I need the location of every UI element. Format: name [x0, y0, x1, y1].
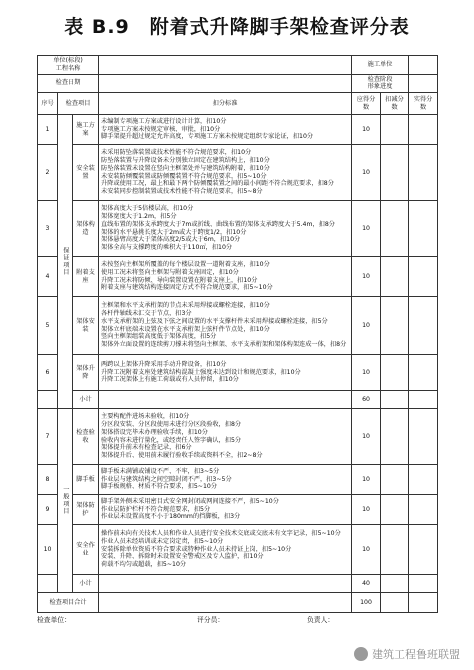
row-due-score: 10	[352, 525, 381, 575]
standard-line: 架体宽度大于1.2m，扣5分	[101, 213, 177, 220]
standard-line: 操作前未向有关技术人员和作业人员进行安全技术交底或交底未有文字记录，扣5~10分	[101, 530, 341, 538]
standard-line: 两跨以上架体升降采用手动升降设备，扣10分	[101, 360, 227, 368]
subtotal-no	[38, 391, 58, 409]
standard-line: 安装拆除单位资质不符合要求或特种作业人员未持证上岗，扣5~10分	[101, 545, 292, 553]
standard-line: 未编制专项施工方案或进行设计计算，扣10分	[101, 117, 227, 125]
row-item: 安全作业	[73, 525, 99, 575]
subtotal-standard	[99, 575, 352, 593]
row-standard	[99, 201, 352, 257]
total-standard	[99, 593, 352, 613]
row-actual-score	[409, 525, 438, 575]
row-item: 脚手板	[73, 465, 99, 495]
standard-line: 作业层与建筑结构之间空隙封闭不严，扣3~5分	[101, 475, 232, 483]
check-date-value	[99, 74, 352, 93]
standard-line: 架体提升后、使用前未履行验收手续或资料不全，扣2~8分	[101, 452, 263, 459]
standard-line: 荷载不均匀或超载，扣5~10分	[101, 561, 187, 569]
row-actual-score	[409, 495, 438, 525]
subtotal-actual	[409, 391, 438, 409]
col-deduct: 扣减分数	[381, 93, 409, 115]
subtotal-label: 小计	[73, 391, 99, 409]
row-item: 架体构造	[73, 201, 99, 257]
total-score: 100	[352, 593, 381, 613]
standard-line: 架体提升前未有检查记录，扣6分	[101, 444, 192, 452]
subtotal-deduct	[381, 575, 409, 593]
standard-line: 防坠落装置与升降设备未分别独立固定在建筑结构上，扣10分	[101, 157, 270, 164]
row-deduct-score	[381, 145, 409, 201]
row-no: 7	[38, 409, 58, 465]
row-due-score: 10	[352, 495, 381, 525]
row-due-score: 10	[352, 355, 381, 391]
standard-line: 直线布置的架体支承跨度大于7m或折线、曲线布置的架体支承跨度大于5.4m，扣8分	[101, 220, 335, 228]
group-guarantee: 保证项目	[58, 115, 73, 409]
row-standard	[99, 297, 352, 355]
row-item: 架体安装	[73, 297, 99, 355]
standard-line: 各杆件轴线未汇交于节点，扣3分	[101, 310, 192, 317]
row-no: 2	[38, 145, 58, 201]
responsible-label: 负责人：	[307, 616, 335, 624]
standard-line: 升降或使用工况，最上和最下两个防倾覆装置之间的最小间距不符合规范要求，扣8分	[101, 180, 334, 188]
standard-line: 架体立杆底端未设置在水平支承桁架上弦杆件节点处，扣10分	[101, 325, 270, 333]
col-item: 检查项目	[58, 93, 99, 115]
standard-line: 脚手架外侧未采用密目式安全网封闭或网间连接不严，扣5~10分	[101, 497, 279, 505]
row-deduct-score	[381, 525, 409, 575]
table-row	[38, 495, 438, 525]
row-due-score: 10	[352, 115, 381, 145]
row-no: 8	[38, 465, 58, 495]
row-deduct-score	[381, 465, 409, 495]
row-standard	[99, 409, 352, 465]
check-site-value	[409, 74, 438, 93]
col-seq: 序号	[38, 93, 58, 115]
standard-line: 主要构配件进场未验收，扣10分	[101, 413, 190, 421]
standard-line: 使用工况未将竖向主框架与附着支座固定，扣10分	[101, 268, 239, 276]
total-actual	[409, 593, 438, 613]
table-row	[38, 465, 438, 495]
row-deduct-score	[381, 409, 409, 465]
subtotal-row	[38, 575, 438, 593]
check-unit-label: 检查单位：	[37, 616, 71, 624]
project-name-label-text: 单位(标段) 工程名称	[53, 57, 83, 72]
standard-line: 升降工况架体上有施工荷载或有人员停留，扣10分	[101, 376, 239, 384]
subtotal-score: 60	[352, 391, 381, 409]
check-site-label	[352, 74, 409, 93]
row-standard	[99, 115, 352, 145]
score-sheet	[37, 55, 438, 613]
standard-line: 作业层防护栏杆不符合规范要求，扣5分	[101, 505, 211, 513]
col-due: 应得分数	[352, 93, 381, 115]
row-item: 施工方案	[73, 115, 99, 145]
row-deduct-score	[381, 201, 409, 257]
row-due-score: 10	[352, 201, 381, 257]
col-actual: 实得分数	[409, 93, 438, 115]
total-row	[38, 593, 438, 613]
standard-line: 安装、升降、拆除时未设置安全警戒区及专人监护，扣10分	[101, 553, 264, 561]
row-no: 4	[38, 257, 58, 297]
row-standard	[99, 465, 352, 495]
table-row	[38, 201, 438, 257]
table-row	[38, 115, 438, 145]
standard-line: 未安装同步控制装置或技术性能不符合规范要求，扣5~8分	[101, 188, 263, 195]
row-deduct-score	[381, 257, 409, 297]
standard-line: 架体悬臂高度大于架体高度2/5或大于6m，扣10分	[101, 236, 241, 244]
standard-line: 升降工况未将防倾、导向装置设置在附着支座上，扣10分	[101, 276, 258, 284]
subtotal-actual	[409, 575, 438, 593]
standard-line: 架体搭设完毕未办理验收手续，扣10分	[101, 428, 208, 436]
standard-line: 验收内容未进行量化，或经责任人签字确认，扣5分	[101, 436, 242, 444]
row-item: 架体防护	[73, 495, 99, 525]
standard-line: 水平支承桁架的上弦及下弦之间设置的水平支撑杆件未采用焊接或螺栓连接，扣5分	[101, 317, 328, 325]
table-row	[38, 409, 438, 465]
watermark-text: 建筑工程鲁班联盟	[372, 648, 460, 661]
subtotal-label: 小计	[73, 575, 99, 593]
row-standard	[99, 145, 352, 201]
row-no: 1	[38, 115, 58, 145]
row-standard	[99, 525, 352, 575]
row-actual-score	[409, 465, 438, 495]
table-row	[38, 145, 438, 201]
standard-line: 脚手架提升超过规定允许高度，专项施工方案未按规定组织专家论证，扣10分	[101, 133, 314, 141]
table-row	[38, 525, 438, 575]
row-actual-score	[409, 257, 438, 297]
standard-line: 脚手板未满铺或铺设不严、不牢，扣3~5分	[101, 467, 220, 475]
row-actual-score	[409, 201, 438, 257]
standard-line: 未安装防倾覆装置或防倾覆装置不符合规范要求，扣5~10分	[101, 172, 267, 180]
row-due-score: 10	[352, 297, 381, 355]
table-row	[38, 355, 438, 391]
subtotal-no	[38, 575, 58, 593]
row-deduct-score	[381, 297, 409, 355]
row-actual-score	[409, 355, 438, 391]
construction-unit-label: 施工单位	[352, 56, 409, 75]
standard-line: 未采用防坠落装置或技术性能不符合规范要求，扣10分	[101, 149, 252, 157]
table-row	[38, 297, 438, 355]
standard-line: 脚手板规格、材质不符合要求，扣5~10分	[101, 483, 218, 491]
standard-line: 竖向主框架组装高度低于架体高度，扣5分	[101, 333, 217, 341]
row-due-score: 10	[352, 257, 381, 297]
row-due-score: 10	[352, 465, 381, 495]
row-actual-score	[409, 115, 438, 145]
construction-unit-value	[409, 56, 438, 75]
row-item: 检查验收	[73, 409, 99, 465]
row-due-score: 10	[352, 145, 381, 201]
row-actual-score	[409, 145, 438, 201]
row-no: 6	[38, 355, 58, 391]
row-actual-score	[409, 409, 438, 465]
standard-line: 架体高度大于5倍楼层高，扣10分	[101, 205, 194, 213]
page-title: 表 B.9 附着式升降脚手架检查评分表	[64, 16, 410, 38]
row-no: 3	[38, 201, 58, 257]
standard-line: 附着支座与建筑结构连接固定方式不符合规范要求，扣5~10分	[101, 284, 273, 292]
col-standard: 扣分标准	[99, 93, 352, 115]
standard-line: 未按竖向主框架所覆盖的每个楼层设置一道附着支座，扣10分	[101, 261, 270, 268]
row-standard	[99, 355, 352, 391]
row-no: 9	[38, 495, 58, 525]
standard-line: 分区段安装、分区段使用未进行分区段验收，扣8分	[101, 421, 242, 428]
standard-line: 作业层未设置高度不小于180mm的挡脚板，扣3分	[101, 513, 241, 521]
watermark	[354, 646, 460, 662]
row-standard	[99, 257, 352, 297]
row-deduct-score	[381, 115, 409, 145]
row-item: 架体升降	[73, 355, 99, 391]
total-deduct	[381, 593, 409, 613]
check-date-label: 检查日期	[38, 74, 99, 93]
row-no: 10	[38, 525, 58, 575]
row-item: 附着支座	[73, 257, 99, 297]
row-deduct-score	[381, 355, 409, 391]
check-site-label-text: 检查阶段 形象进度	[367, 75, 393, 91]
wechat-icon	[354, 647, 368, 661]
standard-line: 防坠落装置未设置在竖向主框架处并与建筑结构附着，扣10分	[101, 164, 270, 172]
standard-line: 架体的水平悬挑长度大于2m或大于跨度1/2，扣10分	[101, 228, 247, 236]
subtotal-deduct	[381, 391, 409, 409]
row-due-score: 10	[352, 409, 381, 465]
standard-line: 专项施工方案未按规定审核、审批，扣10分	[101, 125, 221, 133]
standard-line: 升降工况附着支座处建筑结构混凝土强度未达到设计和规范要求，扣10分	[101, 368, 301, 376]
subtotal-row	[38, 391, 438, 409]
row-deduct-score	[381, 495, 409, 525]
row-item: 安全装置	[73, 145, 99, 201]
scorer-label: 评分员：	[197, 616, 225, 624]
group-general: 一般项目	[58, 409, 73, 593]
subtotal-score: 40	[352, 575, 381, 593]
subtotal-standard	[99, 391, 352, 409]
standard-line: 架体外立面设置的连续剪刀撑未将竖向主框架、水平支承桁架和架体构架连成一体，扣8分	[101, 341, 347, 348]
row-standard	[99, 495, 352, 525]
standard-line: 架体全高与支撑跨度的乘积大于110㎡，扣10分	[101, 244, 233, 251]
project-name-label	[38, 56, 99, 75]
table-row	[38, 257, 438, 297]
row-no: 5	[38, 297, 58, 355]
standard-line: 作业人员未经培训或未定岗定责，扣5~10分	[101, 537, 224, 545]
total-label: 检查项目合计	[38, 593, 99, 613]
standard-line: 主框架和水平支承桁架的节点未采用焊接或螺栓连接，扣10分	[101, 302, 270, 310]
project-name-value	[99, 56, 352, 75]
row-actual-score	[409, 297, 438, 355]
